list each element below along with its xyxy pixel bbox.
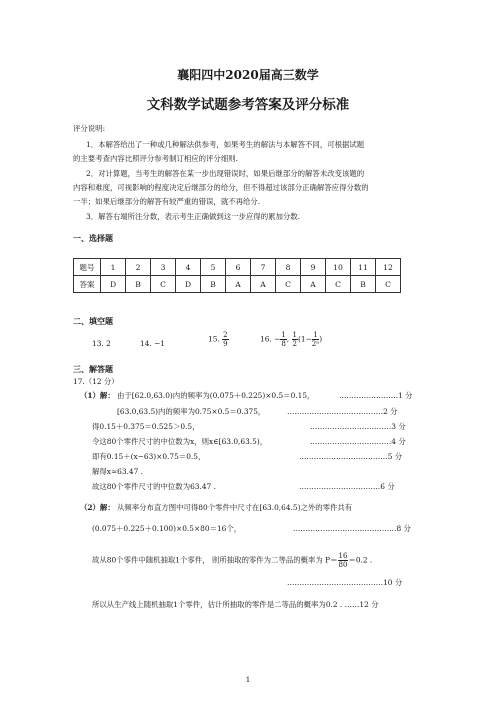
answer-14: 14. −1 (140, 339, 165, 348)
fraction-numerator: 2 (223, 331, 228, 339)
instruction-1b: 的主要考查内容比照评分参考制订相应的评分细则. (73, 154, 238, 163)
document-subtitle: 文科数学试题参考答案及评分标准 (146, 97, 350, 113)
solution-line-probability (92, 552, 372, 569)
fraction-denominator: 8 (281, 340, 286, 348)
table-cell: C (151, 276, 176, 293)
question-17-label: 17.（12 分） (73, 377, 119, 386)
section-choice-heading: 一、选择题 (73, 233, 113, 243)
score-mark: ……………………………6 分 (299, 482, 395, 491)
instruction-1a: 1．本解答给出了一种或几种解法供参考，如果考生的解法与本解答不同，可根据试题 (86, 140, 365, 149)
solution-line: 故这80个零件尺寸的中位数为63.47 . (92, 482, 216, 491)
table-cell: C (326, 276, 351, 293)
separator: , (286, 334, 290, 344)
solution-text: ＝0.2 . (348, 555, 373, 565)
table-cell: B (126, 276, 151, 293)
page-number: 1 (245, 675, 251, 684)
table-cell: 10 (326, 259, 351, 276)
table-cell: C (276, 276, 301, 293)
question-number-row (74, 259, 401, 276)
score-mark: ……………………………4 分 (310, 437, 406, 446)
table-cell: 6 (226, 259, 251, 276)
paren-close: ) (319, 334, 323, 344)
paren-open: (1− (297, 334, 312, 344)
table-cell: A (226, 276, 251, 293)
table-cell: A (301, 276, 326, 293)
answer-row (74, 276, 401, 293)
solution-line: 从频率分布直方图中可得80个零件中尺寸在[63.0,64.5)之外的零件共有 (117, 503, 353, 512)
score-mark: ………………………………5 分 (299, 452, 403, 461)
solution-line: 令这80个零件尺寸的中位数为x，则x∈[63.0,63.5)， (92, 437, 268, 446)
instruction-2a: 2．对计算题，当考生的解答在某一步出现错误时，如果后继部分的解答未改变该题的 (86, 169, 365, 178)
table-cell: B (351, 276, 376, 293)
table-cell: D (176, 276, 201, 293)
instruction-3: 3．解答右端所注分数，表示考生正确做到这一步应得的累加分数. (86, 212, 300, 221)
fraction (222, 331, 228, 348)
fraction-numerator: 16 (338, 552, 348, 560)
solution-line: 所以从生产线上随机抽取1个零件，估计所抽取的零件是二等品的概率为0.2 . ……12 分 (92, 600, 379, 609)
table-cell: D (101, 276, 126, 293)
table-cell: 2 (126, 259, 151, 276)
fraction-denominator: 2 (292, 340, 297, 348)
fraction-denominator: 9 (223, 340, 228, 348)
table-cell: 1 (101, 259, 126, 276)
document-title: 襄阳四中2020届高三数学 (177, 68, 319, 82)
section-solution-heading: 三、解答题 (73, 364, 113, 374)
instruction-2c: 一半；如果后继部分的解答有较严重的错误，就不再给分. (73, 197, 261, 206)
answer-table (73, 258, 401, 293)
table-cell: 3 (151, 259, 176, 276)
table-cell: B (201, 276, 226, 293)
answer-16-label: 16. (260, 334, 272, 344)
fraction-numerator: 1 (281, 331, 286, 339)
solution-line: 由于[62.0,63.0)内的频率为(0.075＋0.225)×0.5＝0.15， (117, 391, 315, 400)
solution-line: 即有0.15＋(x−63)×0.75＝0.5， (92, 452, 206, 461)
table-cell: 9 (301, 259, 326, 276)
table-cell: 11 (351, 259, 376, 276)
answer-16 (260, 331, 322, 348)
table-cell: 12 (376, 259, 401, 276)
answer-15 (208, 331, 229, 348)
solution-line: [63.0,63.5)内的频率为0.75×0.5＝0.375， (117, 407, 266, 416)
fraction-numerator: 1 (292, 331, 297, 339)
table-cell: 4 (176, 259, 201, 276)
answer-label: 答案 (74, 276, 101, 293)
table-cell: A (251, 276, 276, 293)
solution-line: (0.075＋0.225＋0.100)×0.5×80＝16个， (92, 524, 242, 533)
score-mark: ……………………………3 分 (310, 422, 406, 431)
part2-label: （2）解： (80, 503, 115, 512)
score-mark: ……………………1 分 (339, 391, 413, 400)
fraction-denominator: 80 (338, 561, 348, 569)
instructions-heading: 评分说明: (73, 124, 106, 133)
answer-15-label: 15. (208, 334, 220, 344)
section-fill-heading: 二、填空题 (73, 316, 113, 326)
score-mark: …………………………………10 分 (287, 578, 403, 587)
table-cell: 7 (251, 259, 276, 276)
question-number-label: 题号 (74, 259, 101, 276)
solution-line: 解得x≈63.47 . (92, 467, 143, 476)
part1-label: （1）解： (80, 391, 115, 400)
table-cell: 8 (276, 259, 301, 276)
score-mark: ……………………………………8 分 (293, 524, 411, 533)
minus-sign: − (274, 334, 281, 344)
fraction (338, 552, 349, 569)
table-cell: C (376, 276, 401, 293)
instruction-2b: 内容和难度，可视影响的程度决定后继部分的给分，但不得超过该部分正确解答应得分数的 (73, 183, 369, 192)
fraction-numerator: 1 (313, 331, 318, 339)
solution-line: 得0.15＋0.375＝0.525＞0.5， (92, 422, 200, 431)
answer-13: 13. 2 (92, 339, 111, 348)
table-cell: 5 (201, 259, 226, 276)
solution-text: 故从80个零件中随机抽取1个零件， 则所抽取的零件为二等品的概率为 P＝ (92, 555, 338, 565)
score-mark: …………………………………2 分 (287, 407, 398, 416)
fraction-denominator: 2ⁿ (311, 340, 320, 348)
